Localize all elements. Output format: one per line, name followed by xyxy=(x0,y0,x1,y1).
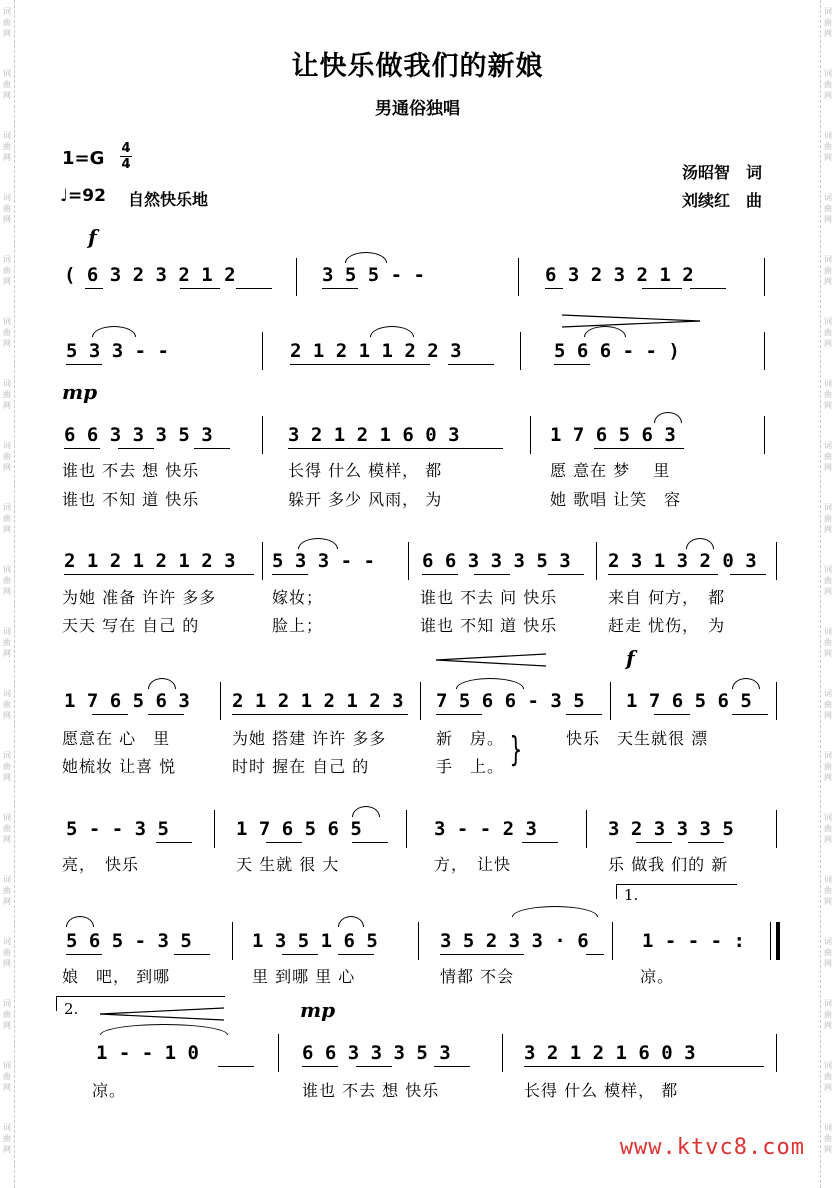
row3-measure3-notes: 1 7 6 5 6 3 xyxy=(550,424,676,446)
watermark-label: 词 曲 网 xyxy=(3,751,11,782)
watermark-label: 词 曲 网 xyxy=(3,441,11,472)
note-underline xyxy=(688,842,724,843)
row4-lyric2-m2: 脸上； xyxy=(272,616,324,635)
tie-arc xyxy=(338,916,364,927)
note-underline xyxy=(288,448,503,449)
tie-arc xyxy=(732,678,760,689)
row6-lyric-m2: 天 生就 很 大 xyxy=(236,855,340,874)
row4-lyric2-m4: 赶走 忧伤， 为 xyxy=(608,616,726,635)
key-signature: 1=G xyxy=(62,148,105,169)
row6-lyric-m3: 方， 让快 xyxy=(434,855,512,874)
row7-measure1-notes: 5 6 5 - 3 5 xyxy=(66,930,192,952)
watermark-label: 词 曲 网 xyxy=(824,565,832,596)
barline xyxy=(232,922,233,960)
row4-measure1-notes: 2 1 2 1 2 1 2 3 xyxy=(64,550,236,572)
row6-measure1-notes: 5 - - 3 5 xyxy=(66,818,169,840)
watermark-label: 词 曲 网 xyxy=(824,689,832,720)
tie-arc xyxy=(456,678,524,689)
watermark-label: 词 曲 网 xyxy=(824,875,832,906)
song-subtitle: 男通俗独唱 xyxy=(375,99,460,119)
row5-measure3-notes: 7 5 6 6 - 3 5 xyxy=(436,690,585,712)
row3-measure1-notes: 6 6 3 3 3 5 3 xyxy=(64,424,213,446)
row7-measure3-notes: 3 5 2 3 3 · 6 xyxy=(440,930,589,952)
hairpin-svg xyxy=(436,653,548,667)
watermark-label: 词 曲 网 xyxy=(3,255,11,286)
row4-measure3-notes: 6 6 3 3 3 5 3 xyxy=(422,550,571,572)
watermark-label: 词 曲 网 xyxy=(3,503,11,534)
barline xyxy=(406,810,407,848)
tie-arc xyxy=(352,806,380,817)
barline xyxy=(586,810,587,848)
row3-lyric1-m3: 愿 意在 梦 里 xyxy=(550,461,671,480)
barline xyxy=(296,258,297,296)
note-underline xyxy=(232,714,408,715)
watermark-label: 词 曲 网 xyxy=(824,317,832,348)
row5-measure4-notes: 1 7 6 5 6 5 xyxy=(626,690,752,712)
crescendo-hairpin xyxy=(562,313,702,327)
row8-measure2-notes: 6 6 3 3 3 5 3 xyxy=(302,1042,451,1064)
tie-arc xyxy=(345,252,387,263)
hairpin-svg xyxy=(100,1007,226,1021)
tie-arc xyxy=(100,1024,228,1035)
tie-arc xyxy=(66,916,94,927)
dynamic-mezzo-piano: mp xyxy=(62,380,98,404)
row6-measure4-notes: 3 2 3 3 3 5 xyxy=(608,818,734,840)
note-underline xyxy=(474,574,510,575)
note-underline xyxy=(64,448,100,449)
site-logo[interactable]: www.ktvc8.com xyxy=(619,1135,805,1160)
watermark-label: 词 曲 网 xyxy=(824,7,832,38)
watermark-label: 词 曲 网 xyxy=(3,565,11,596)
barline xyxy=(214,810,215,848)
row1-measure1-notes: ( 6 3 2 3 2 1 2 xyxy=(64,264,236,286)
note-underline xyxy=(236,288,272,289)
barline xyxy=(596,542,597,580)
tie-arc xyxy=(148,678,176,689)
row5-lyric1-m1: 愿意在 心 里 xyxy=(62,729,171,748)
row5-lyric1-m3: 新 房。 xyxy=(436,729,505,748)
song-title: 让快乐做我们的新娘 xyxy=(291,51,544,82)
note-underline xyxy=(356,1066,392,1067)
note-underline xyxy=(282,954,318,955)
barline xyxy=(408,542,409,580)
row3-lyric1-m2: 长得 什么 模样， 都 xyxy=(288,461,443,480)
watermark-label: 词 曲 网 xyxy=(3,813,11,844)
note-underline xyxy=(156,842,192,843)
slur-arc xyxy=(512,906,598,917)
barline xyxy=(770,922,771,960)
note-underline xyxy=(448,364,494,365)
note-underline xyxy=(586,954,604,955)
note-underline xyxy=(148,714,184,715)
row6-measure2-notes: 1 7 6 5 6 5 xyxy=(236,818,362,840)
note-underline xyxy=(266,842,302,843)
watermark-label: 词 曲 网 xyxy=(3,193,11,224)
row8-measure3-notes: 3 2 1 2 1 6 0 3 xyxy=(524,1042,696,1064)
verse-bracket: } xyxy=(509,730,523,770)
tie-arc xyxy=(298,538,338,549)
watermark-label: 词 曲 网 xyxy=(3,1061,11,1092)
tie-arc xyxy=(654,412,682,423)
row8-measure1-notes: 1 - - 1 0 xyxy=(96,1042,199,1064)
note-underline xyxy=(554,364,590,365)
lyricist-credit: 汤昭智 词 xyxy=(682,163,763,182)
note-underline xyxy=(608,574,718,575)
note-underline xyxy=(290,364,430,365)
dynamic-mezzo-piano: mp xyxy=(300,998,336,1022)
row7-lyric-m2: 里 到哪 里 心 xyxy=(252,967,356,986)
row5-measure2-notes: 2 1 2 1 2 1 2 3 xyxy=(232,690,404,712)
row7-measure4-notes: 1 - - - : xyxy=(642,930,745,952)
watermark-label: 词 曲 网 xyxy=(824,937,832,968)
row7-lyric-m3: 情都 不会 xyxy=(440,967,515,986)
row3-measure2-notes: 3 2 1 2 1 6 0 3 xyxy=(288,424,460,446)
watermark-label: 词 曲 网 xyxy=(824,193,832,224)
row2-measure3-notes: 5 6 6 - - ) xyxy=(554,340,680,362)
row2-measure2-notes: 2 1 2 1 1 2 2 3 xyxy=(290,340,462,362)
watermark-label: 词 曲 网 xyxy=(3,937,11,968)
watermark-label: 词 曲 网 xyxy=(3,69,11,100)
tie-arc xyxy=(92,326,136,337)
watermark-label: 词 曲 网 xyxy=(824,255,832,286)
note-underline xyxy=(352,842,388,843)
tie-arc xyxy=(686,538,714,549)
barline xyxy=(262,332,263,370)
note-underline xyxy=(422,574,458,575)
note-underline xyxy=(92,714,128,715)
time-signature xyxy=(120,142,132,171)
watermark-label: 词 曲 网 xyxy=(3,999,11,1030)
watermark-label: 词 曲 网 xyxy=(3,7,11,38)
row2-measure1-notes: 5 3 3 - - xyxy=(66,340,169,362)
barline xyxy=(610,682,611,720)
barline xyxy=(420,682,421,720)
note-underline xyxy=(218,1066,254,1067)
watermark-label: 词 曲 网 xyxy=(824,69,832,100)
barline xyxy=(776,682,777,720)
row7-lyric-m1: 娘 吧， 到哪 xyxy=(62,967,171,986)
watermark-label: 词 曲 网 xyxy=(3,875,11,906)
barline xyxy=(262,416,263,454)
row5-lyric2-m1: 她梳妆 让喜 悦 xyxy=(62,757,177,776)
watermark-label: 词 曲 网 xyxy=(3,379,11,410)
row7-lyric-m4: 凉。 xyxy=(640,967,675,986)
barline xyxy=(776,1034,777,1072)
row5-lyric1-m2: 为她 搭建 许许 多多 xyxy=(232,729,387,748)
time-signature-numerator: 4 xyxy=(121,141,131,156)
row4-lyric1-m4: 来自 何方， 都 xyxy=(608,588,726,607)
row5-lyric2-m2: 时时 握在 自己 的 xyxy=(232,757,370,776)
watermark-label: 词 曲 网 xyxy=(3,689,11,720)
note-underline xyxy=(118,448,154,449)
watermark-label: 词 曲 网 xyxy=(824,1061,832,1092)
row3-lyric1-m1: 谁也 不去 想 快乐 xyxy=(62,461,200,480)
row6-lyric-m4: 乐 做我 们的 新 xyxy=(608,855,729,874)
barline xyxy=(278,1034,279,1072)
row8-lyric-m2: 谁也 不去 想 快乐 xyxy=(302,1081,440,1100)
note-underline xyxy=(636,842,672,843)
tempo-marking: ♩=92 xyxy=(60,186,106,206)
watermark-label: 词 曲 网 xyxy=(824,1123,832,1154)
row4-measure2-notes: 5 3 3 - - xyxy=(272,550,375,572)
row7-measure2-notes: 1 3 5 1 6 5 xyxy=(252,930,378,952)
note-underline xyxy=(272,574,308,575)
barline xyxy=(520,332,521,370)
expression-marking: 自然快乐地 xyxy=(128,190,209,209)
barline xyxy=(776,810,777,848)
dynamic-forte: f xyxy=(88,225,97,249)
watermark-label: 词 曲 网 xyxy=(3,131,11,162)
row6-measure3-notes: 3 - - 2 3 xyxy=(434,818,537,840)
second-ending-label: 2. xyxy=(64,1000,79,1018)
barline xyxy=(764,416,765,454)
note-underline xyxy=(302,1066,338,1067)
note-underline xyxy=(548,574,584,575)
watermark-label: 词 曲 网 xyxy=(824,379,832,410)
note-underline xyxy=(566,714,602,715)
row4-lyric2-m3: 谁也 不知 道 快乐 xyxy=(420,616,558,635)
row4-lyric1-m3: 谁也 不去 问 快乐 xyxy=(420,588,558,607)
barline xyxy=(518,258,519,296)
row1-measure3-notes: 6 3 2 3 2 1 2 xyxy=(545,264,694,286)
watermark-label: 词 曲 网 xyxy=(824,627,832,658)
row4-lyric1-m2: 嫁妆； xyxy=(272,588,324,607)
watermark-label: 词 曲 网 xyxy=(3,1123,11,1154)
watermark-label: 词 曲 网 xyxy=(824,131,832,162)
composer-credit: 刘续红 曲 xyxy=(682,191,763,210)
note-underline xyxy=(64,574,254,575)
note-underline xyxy=(440,954,524,955)
note-underline xyxy=(66,954,102,955)
barline xyxy=(418,922,419,960)
watermark-label: 词 曲 网 xyxy=(824,999,832,1030)
diminuendo-hairpin xyxy=(100,1006,226,1020)
note-underline xyxy=(522,842,558,843)
note-underline xyxy=(322,288,358,289)
note-underline xyxy=(524,1066,764,1067)
dynamic-forte: f xyxy=(626,646,635,670)
note-underline xyxy=(436,714,482,715)
note-underline xyxy=(194,448,230,449)
time-signature-denominator: 4 xyxy=(121,157,131,172)
note-underline xyxy=(338,954,374,955)
note-underline xyxy=(434,1066,470,1067)
row3-lyric2-m2: 躲开 多少 风雨， 为 xyxy=(288,490,443,509)
row3-lyric2-m3: 她 歌唱 让笑 容 xyxy=(550,490,682,509)
row1-measure2-notes: 3 5 5 - - xyxy=(322,264,425,286)
barline xyxy=(220,682,221,720)
barline xyxy=(530,416,531,454)
barline xyxy=(764,258,765,296)
watermark-label: 词 曲 网 xyxy=(824,751,832,782)
crescendo-hairpin xyxy=(436,652,548,666)
first-ending-label: 1. xyxy=(624,886,639,904)
row4-lyric2-m1: 天天 写在 自己 的 xyxy=(62,616,200,635)
row3-lyric2-m1: 谁也 不知 道 快乐 xyxy=(62,490,200,509)
note-underline xyxy=(85,288,103,289)
barline xyxy=(764,332,765,370)
hairpin-svg xyxy=(562,314,702,328)
barline xyxy=(776,542,777,580)
note-underline xyxy=(690,288,726,289)
row6-lyric-m1: 亮， 快乐 xyxy=(62,855,140,874)
row8-lyric-m1: 凉。 xyxy=(92,1081,127,1100)
note-underline xyxy=(594,448,684,449)
row4-measure4-notes: 2 3 1 3 2 0 3 xyxy=(608,550,757,572)
note-underline xyxy=(732,714,768,715)
row4-lyric1-m1: 为她 准备 许许 多多 xyxy=(62,588,217,607)
watermark-label: 词 曲 网 xyxy=(3,627,11,658)
barline xyxy=(502,1034,503,1072)
note-underline xyxy=(180,288,220,289)
repeat-end-barline xyxy=(776,922,780,960)
barline xyxy=(612,922,613,960)
watermark-label: 词 曲 网 xyxy=(824,441,832,472)
row5-measure1-notes: 1 7 6 5 6 3 xyxy=(64,690,190,712)
note-underline xyxy=(545,288,563,289)
row5-lyric2-m3: 手 上。 xyxy=(436,757,505,776)
row8-lyric-m3: 长得 什么 模样， 都 xyxy=(524,1081,679,1100)
note-underline xyxy=(642,288,682,289)
watermark-label: 词 曲 网 xyxy=(824,503,832,534)
note-underline xyxy=(174,954,210,955)
note-underline xyxy=(66,364,102,365)
barline xyxy=(262,542,263,580)
row5-lyric1-m4: 快乐 天生就很 漂 xyxy=(566,729,709,748)
note-underline xyxy=(730,574,766,575)
note-underline xyxy=(654,714,690,715)
watermark-label: 词 曲 网 xyxy=(3,317,11,348)
tie-arc xyxy=(370,326,414,337)
watermark-label: 词 曲 网 xyxy=(824,813,832,844)
